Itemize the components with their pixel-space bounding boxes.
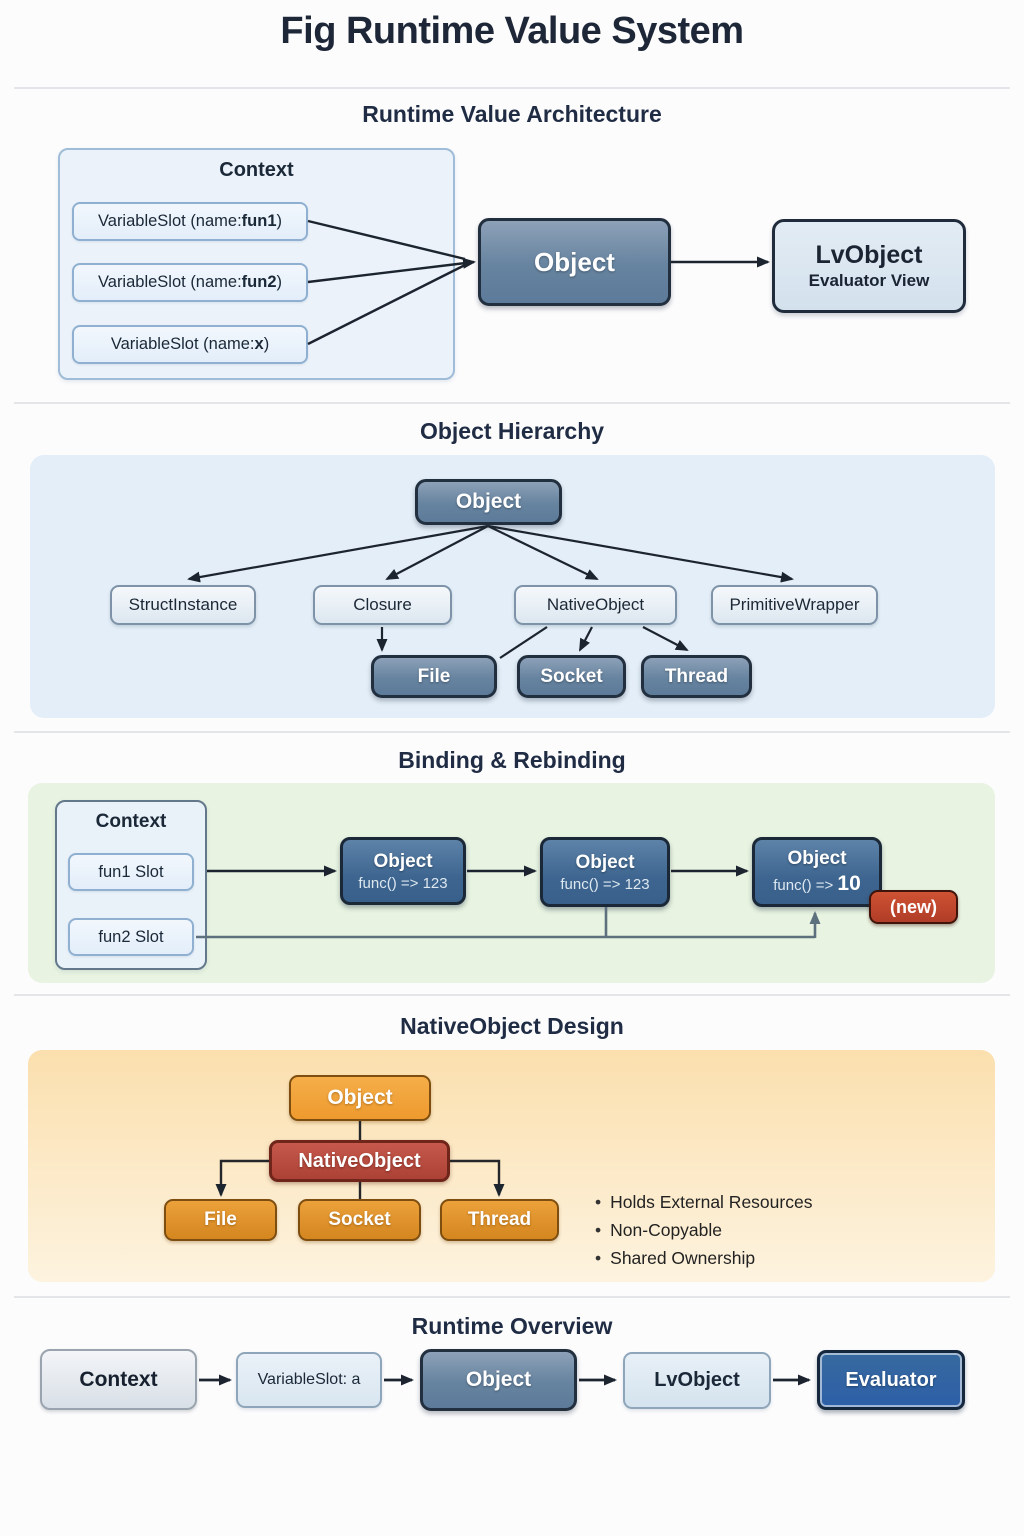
object-detail [773, 872, 861, 896]
bullet-text: Holds External Resources [610, 1192, 813, 1212]
binding-context-title: Context [95, 811, 167, 832]
bullet-text: Shared Ownership [610, 1248, 756, 1268]
design-thread-node: Thread [440, 1199, 559, 1241]
design-file-node: File [164, 1199, 277, 1241]
divider [14, 994, 1010, 996]
architecture-lvobject-node [772, 219, 966, 313]
design-socket-node: Socket [298, 1199, 421, 1241]
architecture-context-title: Context [219, 159, 294, 181]
binding-object-node-3 [752, 837, 882, 907]
hierarchy-socket-node: Socket [517, 655, 626, 698]
bullet-item [595, 1216, 935, 1244]
fun1-slot: fun1 Slot [68, 853, 194, 891]
binding-object-node-2 [540, 837, 670, 907]
object-label: Object [373, 850, 433, 872]
overview-lvobject-node: LvObject [623, 1352, 771, 1409]
lvobject-title: LvObject [815, 241, 923, 269]
variable-slot-x [72, 325, 308, 364]
design-nativeobject-node: NativeObject [269, 1140, 450, 1182]
variable-slot-fun2 [72, 263, 308, 302]
new-badge: (new) [869, 890, 958, 924]
slot-text: ) [263, 335, 270, 353]
architecture-object-node: Object [478, 218, 671, 306]
object-detail: func() => 123 [358, 874, 448, 892]
hierarchy-structinstance-node: StructInstance [110, 585, 256, 625]
divider [14, 402, 1010, 404]
bullet-item [595, 1244, 935, 1272]
design-bullet-list [595, 1188, 935, 1272]
hierarchy-thread-node: Thread [641, 655, 752, 698]
heading-overview: Runtime Overview [411, 1313, 613, 1339]
overview-evaluator-node: Evaluator [817, 1350, 965, 1410]
slot-text: VariableSlot (name: [97, 212, 242, 230]
hierarchy-primitivewrapper-node: PrimitiveWrapper [711, 585, 878, 625]
hierarchy-file-node: File [371, 655, 497, 698]
object-label: Object [575, 851, 635, 873]
hierarchy-object-node: Object [415, 479, 562, 525]
page-title: Fig Runtime Value System [280, 10, 744, 52]
slot-text: VariableSlot (name: [110, 335, 255, 353]
overview-variableslot-node: VariableSlot: a [236, 1352, 382, 1408]
detail-prefix: func() => [773, 877, 838, 894]
lvobject-subtitle: Evaluator View [808, 271, 930, 290]
overview-object-node: Object [420, 1349, 577, 1411]
divider [14, 1296, 1010, 1298]
hierarchy-nativeobject-node: NativeObject [514, 585, 677, 625]
slot-name: fun2 [241, 273, 277, 291]
divider [14, 731, 1010, 733]
heading-architecture: Runtime Value Architecture [362, 101, 662, 127]
design-object-node: Object [289, 1075, 431, 1121]
slot-name: x [254, 335, 264, 353]
bullet-text: Non-Copyable [610, 1220, 723, 1240]
binding-object-node-1 [340, 837, 466, 905]
heading-hierarchy: Object Hierarchy [419, 418, 605, 444]
slot-text: ) [276, 273, 283, 291]
fun2-slot: fun2 Slot [68, 918, 194, 956]
variable-slot-fun1 [72, 202, 308, 241]
detail-value: 10 [837, 872, 861, 895]
object-label: Object [787, 848, 847, 869]
overview-context-node: Context [40, 1349, 197, 1410]
divider [14, 87, 1010, 89]
heading-native-design: NativeObject Design [400, 1013, 624, 1039]
slot-text: ) [276, 212, 283, 230]
object-detail: func() => 123 [560, 875, 650, 893]
bullet-item [595, 1188, 935, 1216]
slot-name: fun1 [241, 212, 277, 230]
slot-text: VariableSlot (name: [97, 273, 242, 291]
heading-binding: Binding & Rebinding [398, 747, 626, 773]
hierarchy-closure-node: Closure [313, 585, 452, 625]
